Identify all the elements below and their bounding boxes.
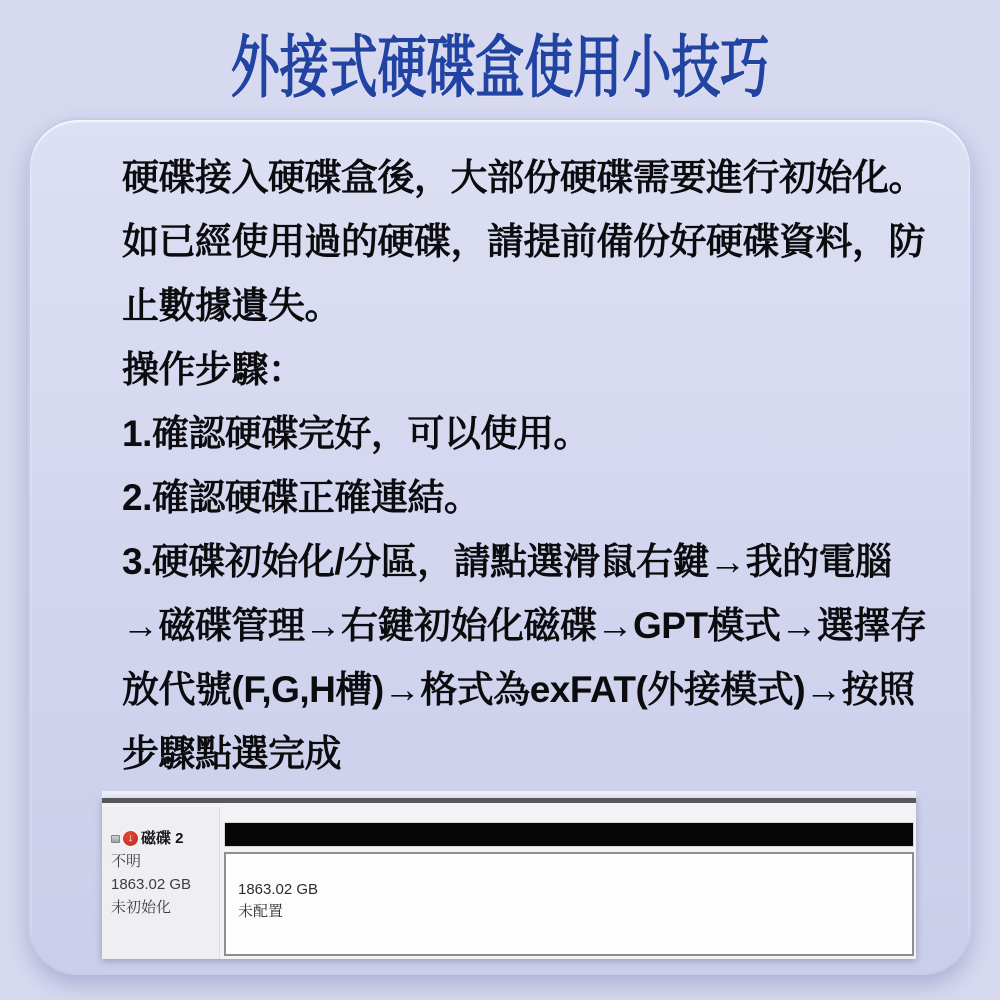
partition-region [224,807,914,959]
instruction-line: 操作步驟： [122,349,305,390]
disk-name: 磁碟 2 [141,830,184,847]
disk-type: 不明 [111,853,142,870]
instruction-line: 硬碟接入硬碟盒後，大部份硬碟需要進行初始化。 [122,157,925,198]
drive-icon [111,835,120,843]
unallocated-partition [224,852,914,956]
disk-capacity: 1863.02 GB [111,876,192,893]
disk-management-screenshot [102,798,916,959]
instruction-line: →磁碟管理→右鍵初始化磁碟→GPT模式→選擇存 [122,605,927,646]
disk-info-panel [102,807,220,959]
disk-status: 未初始化 [111,899,172,916]
instructions-text [122,146,927,786]
instruction-line: 3.硬碟初始化/分區，請點選滑鼠右鍵→我的電腦 [122,541,892,582]
partition-status: 未配置 [238,903,284,920]
instruction-line: 步驟點選完成 [122,733,341,774]
instruction-line: 2.確認硬碟正確連結。 [122,477,481,518]
instruction-line: 放代號(F,G,H槽)→格式為exFAT(外接模式)→按照 [122,669,915,710]
disk-error-icon: ↓ [123,831,138,846]
disk-name-row [111,827,219,850]
instruction-line: 止數據遺失。 [122,285,341,326]
instructions-card [28,118,972,975]
partition-capacity: 1863.02 GB [238,881,319,898]
instruction-line: 1.確認硬碟完好，可以使用。 [122,413,590,454]
instruction-line: 如已經使用過的硬碟，請提前備份好硬碟資料，防 [122,221,925,262]
page-title: 外接式硬碟盒使用小技巧 [230,30,770,106]
unallocated-header-bar [224,822,914,847]
